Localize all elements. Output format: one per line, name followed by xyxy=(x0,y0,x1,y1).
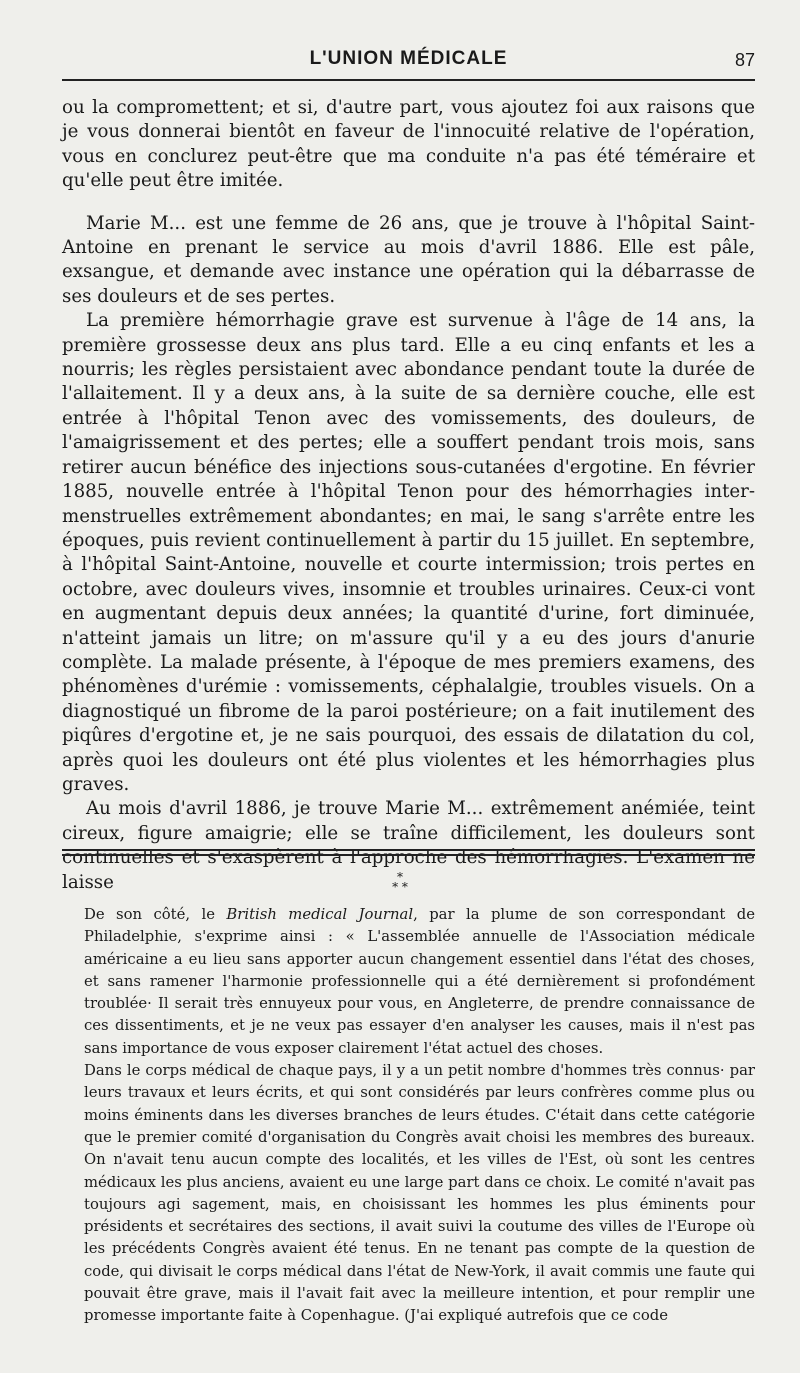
note-text: De son côté, le xyxy=(84,906,227,923)
asterism xyxy=(0,872,800,892)
paragraph: ou la compromettent; et si, d'autre part, vous ajoutez foi aux raisons que je vous donnerai bientôt en faveur de l'innocuité relative de l'opération, vous en conclurez peut-être que ma conduite n'a pas été téméraire et qu'elle peut être imitée. xyxy=(62,97,755,192)
asterism-top: * xyxy=(397,870,403,884)
asterism-bottom: * * xyxy=(392,880,408,894)
section-double-rule xyxy=(62,849,755,856)
paragraph: Au mois d'avril 1886, je trouve Marie M... extrêmement anémiée, teint cireux, figure amaigrie; elle se traîne difficilement, les douleurs sont continuelles et s'exaspèrent à l'approche des hémorrhagies. L'examen ne laisse xyxy=(62,798,755,893)
main-text xyxy=(62,96,755,895)
running-header xyxy=(62,42,755,76)
journal-title: L'UNION MÉDICALE xyxy=(309,48,508,69)
header-rule xyxy=(62,79,755,81)
note-paragraph: Dans le corps médical de chaque pays, il y a un petit nombre d'hommes très connus· par leurs travaux et leurs écrits, et qui sont considérés par leurs confrères comme plus ou moins éminents dans les diverses branches de leurs études. C'était dans cette catégorie que le premier comité d'organisation du Congrès avait choisi les membres des bureaux. On n'avait tenu aucun compte des localités, et les villes de l'Est, où sont les centres médicaux les plus anciens, avaient eu une large part dans ce choix. Le comité n'avait pas toujours agi sagement, mais, en choisissant les hommes les plus éminents pour présidents et secrétaires des sections, il avait suivi la coutume des villes de l'Europe où les précédents Congrès avaient été tenus. En ne tenant pas compte de la question de code, qui divisait le corps médical dans l'état de New-York, il avait commis une faute qui pouvait être grave, mais il l'avait fait avec la meilleure intention, et pour remplir une promesse importante faite à Copenhague. (J'ai expliqué autrefois que ce code xyxy=(84,1062,755,1325)
paragraph: La première hémorrhagie grave est survenue à l'âge de 14 ans, la première grossesse deux ans plus tard. Elle a eu cinq enfants et les a nourris; les règles persistaient avec abondance pendant toute la durée de l'allaitement. Il y a deux ans, à la suite de sa dernière couche, elle est entrée à l'hôpital Tenon avec des vomissements, des douleurs, de l'amaigrissement et des pertes; elle a souffert pendant trois mois, sans retirer aucun bénéfice des injections sous-cutanées d'ergotine. En février 1885, nouvelle entrée à l'hôpital Tenon pour des hémorrhagies inter-menstruelles extrêmement abondantes; en mai, le sang s'arrête entre les époques, puis revient continuellement à partir du 15 juillet. En septembre, à l'hôpital Saint-Antoine, nouvelle et courte intermission; trois pertes en octobre, avec douleurs vives, insomnie et troubles urinaires. Ceux-ci vont en augmentant depuis deux années; la quantité d'urine, fort diminuée, n'atteint jamais un litre; on m'assure qu'il y a eu des jours d'anurie complète. La malade présente, à l'époque de mes premiers examens, des phénomènes d'urémie : vomissements, céphalalgie, troubles visuels. On a diagnostiqué un fibrome de la paroi postérieure; on a fait inutilement des piqûres d'ergotine et, je ne sais pourquoi, des essais de dilatation du col, après quoi les douleurs ont été plus violentes et les hémorrhagies plus graves. xyxy=(62,310,755,795)
note-text: , par la plume de son correspondant de Philadelphie, s'exprime ainsi : « L'assemblée annuelle de l'Association médicale américaine a eu lieu sans apporter aucun changement essentiel dans l'état des choses, et sans ramener l'harmonie professionnelle qui a été dernièrement si profondément troublée· Il serait très ennuyeux pour vous, en Angleterre, de prendre connaissance de ces dissentiments, et je ne veux pas essayer d'en analyser les causes, mais il n'est pas sans importance de vous exposer clairement l'état actuel des choses. xyxy=(84,906,756,1057)
journal-name: British medical Journal xyxy=(226,906,414,923)
note-paragraph xyxy=(84,904,755,1060)
feuilleton-text xyxy=(84,904,755,1328)
paragraph: Marie M... est une femme de 26 ans, que je trouve à l'hôpital Saint-Antoine en prenant le service au mois d'avril 1886. Elle est pâle, exsangue, et demande avec instance une opération qui la débarrasse de ses douleurs et de ses pertes. xyxy=(62,212,755,307)
page-number: 87 xyxy=(734,50,755,70)
